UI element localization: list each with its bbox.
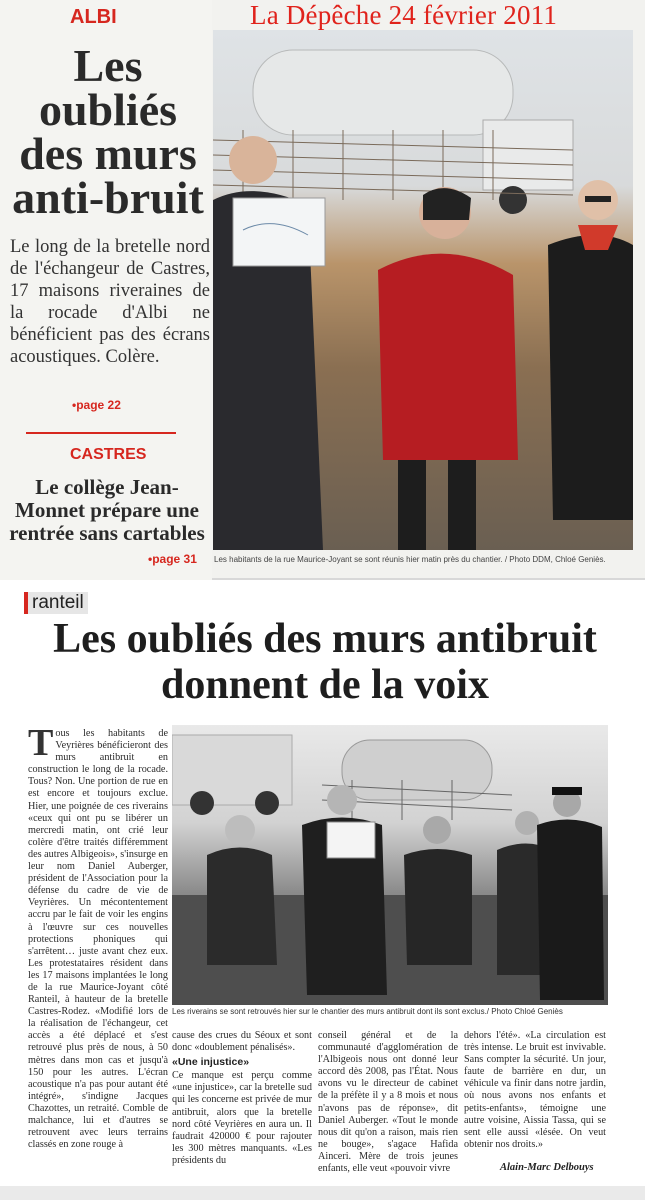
castres-headline: Le collège Jean-Monnet prépare une rentrée sans cartables [9, 475, 205, 545]
section-tag: ranteil [24, 592, 88, 614]
article-text: cause des crues du Séoux et sont donc «doublement pénalisés». [172, 1030, 312, 1054]
article-text: dehors l'été». «La circulation est très intense. Le bruit est invivable. Sans compter la sécurité. Un jour, faute de barrière en dur, un véhicule va finir dans notre jardin, où nous avons nos enfants et petits-enfants», témoigne une autre voisine, Aissia Tassa, qui se sent elle aussi «lésée. On veut obtenir nos droits.» [464, 1030, 606, 1150]
top-clipping [0, 0, 645, 580]
page-edge [0, 1186, 645, 1200]
article-photo [172, 725, 608, 1005]
article-photo-illustration [172, 725, 608, 1005]
section-label-albi: ALBI [70, 6, 117, 28]
article-column-1 [28, 728, 168, 1188]
front-page-column [0, 0, 212, 580]
front-headline-line: des murs [19, 128, 197, 179]
front-photo-caption: Les habitants de la rue Maurice-Joyant se sont réunis hier matin près du chantier. / Photo DDM, Chloé Geniès. [214, 555, 606, 564]
article-column-4 [464, 1030, 606, 1170]
divider [26, 432, 176, 434]
front-photo [213, 30, 633, 550]
article-text: conseil général et de la communauté d'agglomération de l'Albigeois nous ont donné leur accord dès 2008, pas l'État. Nous avons vu le directeur de cabinet de la préfète il y a 8 mois et nous n'avons pas de réponse», dit Daniel Auberger. «Tout le monde nous dit qu'on a raison, mais rien ne bouge», s'agace Hafida Aincerі. Mère de trois jeunes enfants, elle veut «pouvoir vivre [318, 1030, 458, 1175]
front-headline-line: Les [73, 40, 143, 91]
article-subhead: «Une injustice» [172, 1056, 250, 1069]
article-text: ous les habitants de Veyrières bénéficieront des murs antibruit en construction le long de la rocade. Tous? Non. Une portion de rue en est encore et toujours exclue. Hier, une poignée de ces riverains «ceux qui ont pu se libérer un mercredi matin, ont crié leur colère d'être traités différemment des autres Albigeois», s'insurge en leur nom Daniel Auberger, président de l'Association pour la défense du cadre de vie de Veyrières. Un mécontentement accru par le fait de voir les engins à l'œuvre sur ces nouvelles protections phoniques qui s'arrêtent… juste avant chez eux. Les protestataires résident dans les 17 maisons implantées le long de la rue Maurice-Joyant côté Ranteil, à hauteur de la bretelle Castres-Rodez. «Modifié lors de la réalisation de l'échangeur, cet accès a été déplacé et s'est retrouvé plus près de nous, à 50 mètres dans mon cas et jusqu'à 150 pour les autres. L'écran acoustique n'a pas pour autant été intégré», s'indigne Jacques Chazottes, un retraité. Comble de malchance, lui et d'autres se retrouvent avec leurs terrains classés en zone rouge à [28, 728, 168, 1151]
front-headline-line: oubliés [38, 84, 178, 135]
front-standfirst: Le long de la bretelle nord de l'échangeur de Castres, 17 maisons riveraines de la rocade d'Albi ne bénéficient pas des écrans acoustiques. Colère. [10, 237, 210, 367]
article-text: Ce manque est perçu comme «une injustice», car la bretelle sud qui les concerne est privée de mur antibruit, alors que la bretelle nord côté Veyrières en aura un. Il faudrait 420000 € pour rajouter les 300 mètres manquants. «Les présidents du [172, 1070, 312, 1166]
front-photo-illustration [213, 30, 633, 550]
page-reference: •page 31 [148, 552, 197, 566]
article-headline: Les oubliés des murs antibruit donnent de la voix [53, 616, 597, 708]
front-headline-line: anti-bruit [12, 172, 204, 223]
article-column-3 [318, 1030, 458, 1180]
byline: Alain-Marc Delbouys [500, 1162, 594, 1173]
drop-cap: T [28, 728, 54, 764]
page-reference: •page 22 [72, 398, 121, 412]
article-photo-caption: Les riverains se sont retrouvés hier sur le chantier des murs antibruit dont ils sont exclus./ Photo Chloé Geniès [172, 1007, 563, 1016]
section-label-castres: CASTRES [70, 446, 147, 463]
article-column-2 [172, 1030, 312, 1180]
dateline: La Dépêche 24 février 2011 [250, 0, 558, 30]
front-headline [8, 40, 208, 223]
